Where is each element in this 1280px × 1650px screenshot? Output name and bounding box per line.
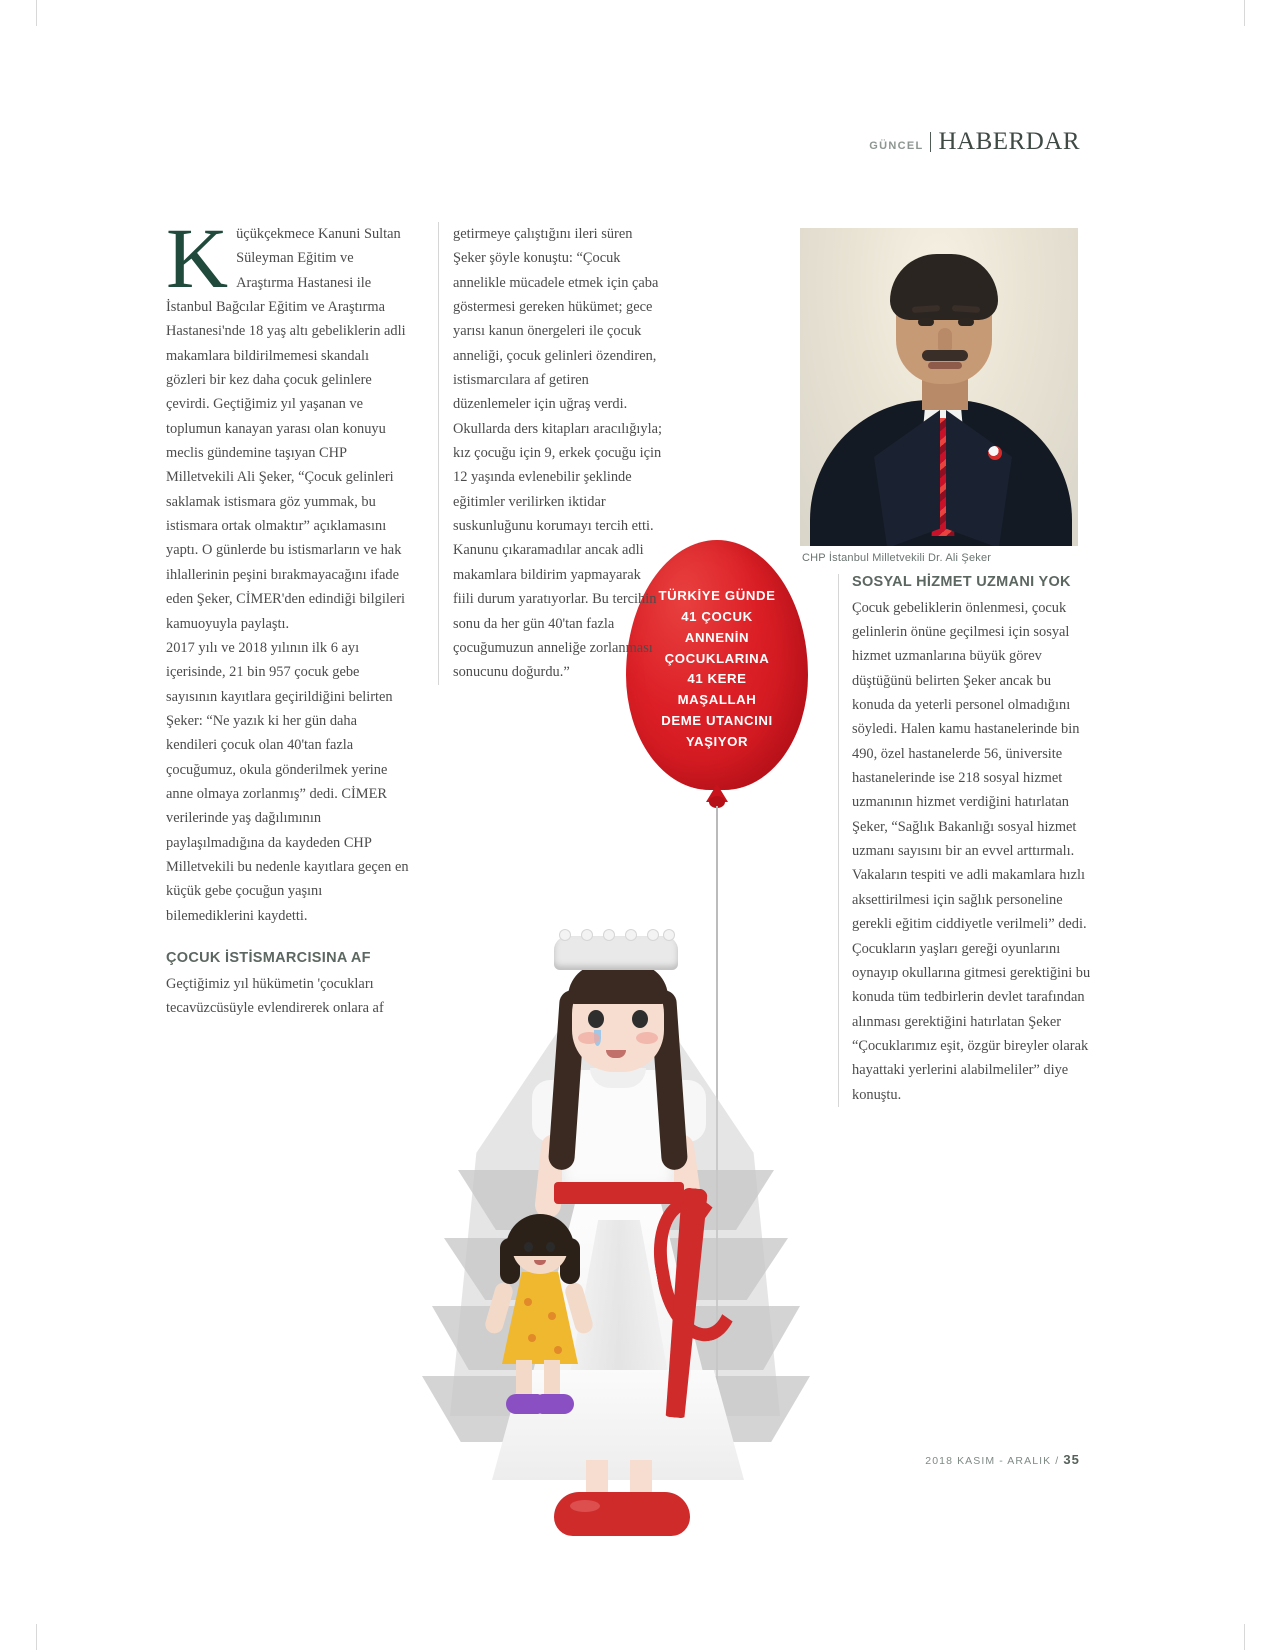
balloon-line-6: MAŞALLAH [677, 692, 757, 708]
crop-mark-bottom-left [36, 1624, 37, 1650]
running-header [869, 128, 1080, 156]
column-3-subhead: SOSYAL HİZMET UZMANI YOK [852, 574, 1071, 590]
header-divider [930, 132, 931, 152]
balloon-line-8: YAŞIYOR [685, 734, 749, 750]
balloon-line-3: ANNENİN [684, 629, 750, 645]
drop-cap: K [166, 210, 229, 306]
header-kicker: GÜNCEL [869, 140, 924, 152]
column-3-paragraph-1: Çocuk gebeliklerin önlenmesi, çocuk gelinlerin önüne geçilmesi için sosyal hizmet uzmanlarına büyük görev düştüğünü belirten Şeker ancak bu konuda da yeterli personel olmadığını söyledi. Halen kamu hastanelerinde bin 490, özel hastanelerde 56, üniversite hastanelerinde ise 218 sosyal hizmet uzmanının hizmet verdiğini hatırlatan Şeker, “Sağlık Bakanlığı sosyal hizmet uzmanı sayısını bir an evvel arttırmalı. Vakaların tespiti ve adli makamlara hızlı aksettirilmesi için sağlık personeline gerekli eğitim ciddiyetle verilmeli” dedi. Çocukların yaşları gereği oyunlarını oynayıp okullarına gitmesi gerektiğini bu konuda tüm tedbirlerin devlet tarafından alınması gerektiğini hatırlatan Şeker “Çocuklarımız eşit, özgür bireyler olarak hayattaki yerlerini alabilmeliler” diye konuştu. [852, 599, 1091, 1103]
balloon-line-7: DEME UTANCINI [661, 713, 773, 729]
column-2-paragraph-1: getirmeye çalıştığını ileri süren Şeker şöyle konuştu: “Çocuk annelikle mücadele etmek için çaba göstermesi gereken hükümet; gece yarısı kanun önergeleri ile çocuk anneliği, çocuk gelinleri özendiren, istismarcılara af getiren düzenlemeler için uğraş verdi. Okullarda ders kitapları aracılığıyla; kız çocuğu için 9, erkek çocuğu için 12 yaşında evlenebilir şeklinde eğitimler verilirken iktidar suskunluğunu korumayı tercih etti. Kanunu çıkaramadılar ancak adli makamlara bildirim yapmayarak fiili durum yaratıyorlar. Bu tercihin sonu da her gün 40'tan fazla çocuğumuzun anneliğe zorlanması sonucunu doğurdu.” [453, 226, 662, 681]
red-shoe-right [612, 1492, 690, 1536]
page-footer [925, 1452, 1080, 1467]
column-1 [166, 210, 410, 1020]
balloon-line-2: 41 ÇOCUK [681, 608, 753, 624]
column-1-lead-text: üçükçekmece Kanuni Sultan Süleyman Eğitim ve Araştırma Hastanesi ile İstanbul Bağcılar Eğitim ve Araştırma Hastanesi'nde 18 yaş altı gebeliklerin adli makamlara bildirilmemesi skandalı gözleri bir kez daha çocuk gelinlere çevirdi. Geçtiğimiz yıl yaşanan ve toplumun kanayan yarası olan konuyu meclis gündemine taşıyan CHP Milletvekili Ali Şeker, “Çocuk gelinleri saklamak istismara göz yummak, bu istismara ortak olmaktır” açıklamasını yaptı. O günlerde bu istismarların ve hak ihlallerinin peşini bırakmayacağını ifade eden Şeker, CİMER'den edindiği bilgileri kamuoyuyla paylaştı. [166, 226, 406, 632]
shoe-highlight [570, 1500, 600, 1512]
article-columns [166, 210, 1091, 1402]
crop-mark-top-right [1244, 0, 1245, 26]
crop-mark-top-left [36, 0, 37, 26]
column-1-subhead: ÇOCUK İSTİSMARCISINA AF [166, 949, 371, 966]
column-1-paragraph-3: Geçtiğimiz yıl hükümetin 'çocukları tecavüzcüsüyle evlendirerek onlara af [166, 975, 384, 1016]
crop-mark-bottom-right [1244, 1624, 1245, 1650]
column-1-paragraph-2: 2017 yılı ve 2018 yılının ilk 6 ayı içerisinde, 21 bin 957 çocuk gebe sayısının kayıtlara geçirildiğini belirten Şeker: “Ne yazık ki her gün daha kendileri çocuk olan 40'tan fazla çocuğumuz, okula gönderilmek yerine anne olmaya zorlanmış” dedi. CİMER verilerinde yaş dağılımının paylaşılmadığına da kaydeden CHP Milletvekili bu nedenle kayıtlara geçen en küçük gebe çocuğun yaşını bilemediklerini kaydetti. [166, 639, 409, 924]
column-1-lead-paragraph [166, 210, 410, 636]
balloon-line-5: 41 KERE [687, 671, 747, 687]
balloon-line-4: ÇOCUKLARINA [664, 650, 770, 666]
issue-label: 2018 KASIM - ARALIK / [925, 1455, 1060, 1467]
header-brand: HABERDAR [938, 128, 1080, 155]
column-3-rule [838, 574, 839, 1107]
column-3 [838, 574, 1092, 1107]
column-2 [438, 222, 665, 685]
balloon-line-1: TÜRKİYE GÜNDE [658, 588, 776, 603]
page-number: 35 [1063, 1452, 1080, 1467]
photo-caption: CHP İstanbul Milletvekili Dr. Ali Şeker [802, 552, 992, 564]
